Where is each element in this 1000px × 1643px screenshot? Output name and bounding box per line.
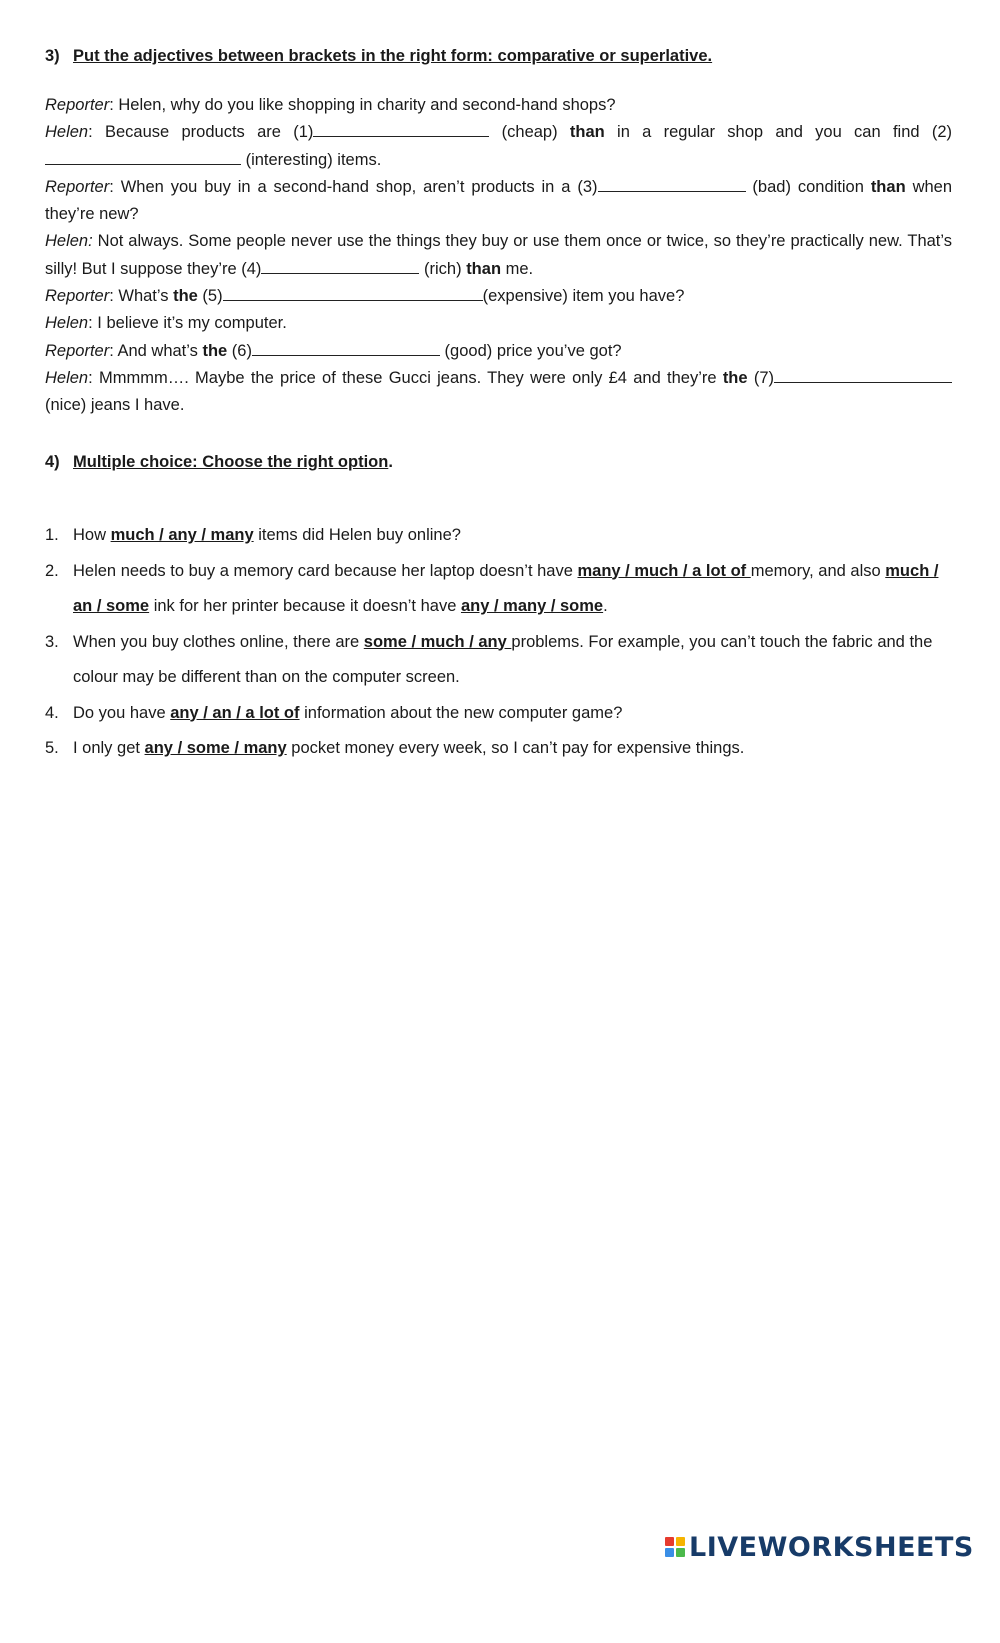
logo-square-yellow [676, 1537, 685, 1546]
mc-item-4: 4. Do you have any / an / a lot of information about the new computer game? [45, 703, 623, 722]
speaker-helen: Helen [45, 123, 89, 142]
dialogue-line-6: Helen: I believe it’s my computer. [45, 314, 287, 333]
mc-options[interactable]: any / some / many [144, 739, 287, 757]
dialogue-line-1: Reporter: Helen, why do you like shopping in charity and second-hand shops? [45, 96, 616, 114]
mc-item-5: 5. I only get any / some / many pocket money every week, so I can’t pay for expensive things. [45, 739, 745, 757]
multiple-choice-list [45, 518, 952, 767]
speaker-helen: Helen [45, 314, 89, 333]
blank-4[interactable] [261, 259, 419, 274]
mc-options[interactable]: much / an / some [73, 561, 939, 615]
dialogue-line-2: Helen: Because products are (1) (cheap) than in a regular shop and you can find (2) (interesting) items. [45, 123, 952, 169]
speaker-helen: Helen [45, 232, 89, 251]
logo-square-green [676, 1548, 685, 1557]
mc-options[interactable]: any / many / some [460, 597, 604, 615]
section-4-title: Multiple choice: Choose the right option [73, 453, 389, 471]
dialogue-line-8: Helen: Mmmmm…. Maybe the price of these Gucci jeans. They were only £4 and they’re the (7) (nice) jeans I have. [45, 365, 952, 420]
logo-text: LIVEWORKSHEETS [689, 1531, 974, 1563]
logo-square-blue [665, 1548, 674, 1557]
dialogue-line-3: Reporter: When you buy in a second-hand shop, aren’t products in a (3) (bad) condition than when they’re new? [45, 177, 953, 224]
speaker-reporter: Reporter [45, 287, 110, 306]
mc-options[interactable]: much / any / many [110, 526, 254, 544]
blank-1[interactable] [313, 122, 489, 137]
dialogue-line-5: Reporter: What’s the (5) (expensive) item you have? [45, 287, 685, 306]
dialogue-line-4: Helen: Not always. Some people never use the things they buy or use them once or twice, so they’re practically new. That’s silly! But I suppose they’re (4) (rich) than me. [45, 232, 952, 278]
section-4-number: 4) [45, 453, 60, 471]
section-4-heading: 4) Multiple choice: Choose the right option. [45, 450, 952, 474]
blank-5[interactable] [223, 286, 483, 301]
dialogue [45, 92, 952, 420]
speaker-helen: Helen [45, 368, 89, 387]
blank-7[interactable] [774, 368, 952, 383]
blank-3[interactable] [598, 177, 746, 192]
blank-6[interactable] [252, 341, 440, 356]
speaker-reporter: Reporter [45, 96, 110, 114]
speaker-reporter: Reporter [45, 177, 110, 196]
mc-item-1: 1. How much / any / many items did Helen buy online? [45, 526, 461, 544]
mc-item-2: 2. Helen needs to buy a memory card because her laptop doesn’t have many / much / a lot of memory, and also much / an / some ink for her printer because it doesn’t have any / many / some. [45, 561, 939, 615]
logo-square-red [665, 1537, 674, 1546]
speaker-reporter: Reporter [45, 341, 110, 360]
mc-options[interactable]: many / much / a lot of [577, 561, 751, 580]
liveworksheets-logo [665, 1530, 974, 1564]
logo-grid-icon [665, 1537, 685, 1557]
section-3-heading [45, 44, 952, 68]
mc-item-3: 3. When you buy clothes online, there are some / much / any problems. For example, you can’t touch the fabric and the colour may be different than on the computer screen. [45, 632, 933, 686]
blank-2[interactable] [45, 150, 241, 165]
dialogue-line-7: Reporter: And what’s the (6) (good) price you’ve got? [45, 341, 622, 360]
mc-options[interactable]: any / an / a lot of [170, 703, 300, 722]
mc-options[interactable]: some / much / any [363, 632, 512, 651]
section-3-title: Put the adjectives between brackets in the right form: comparative or superlative. [73, 47, 713, 65]
section-3-number: 3) [45, 47, 60, 65]
